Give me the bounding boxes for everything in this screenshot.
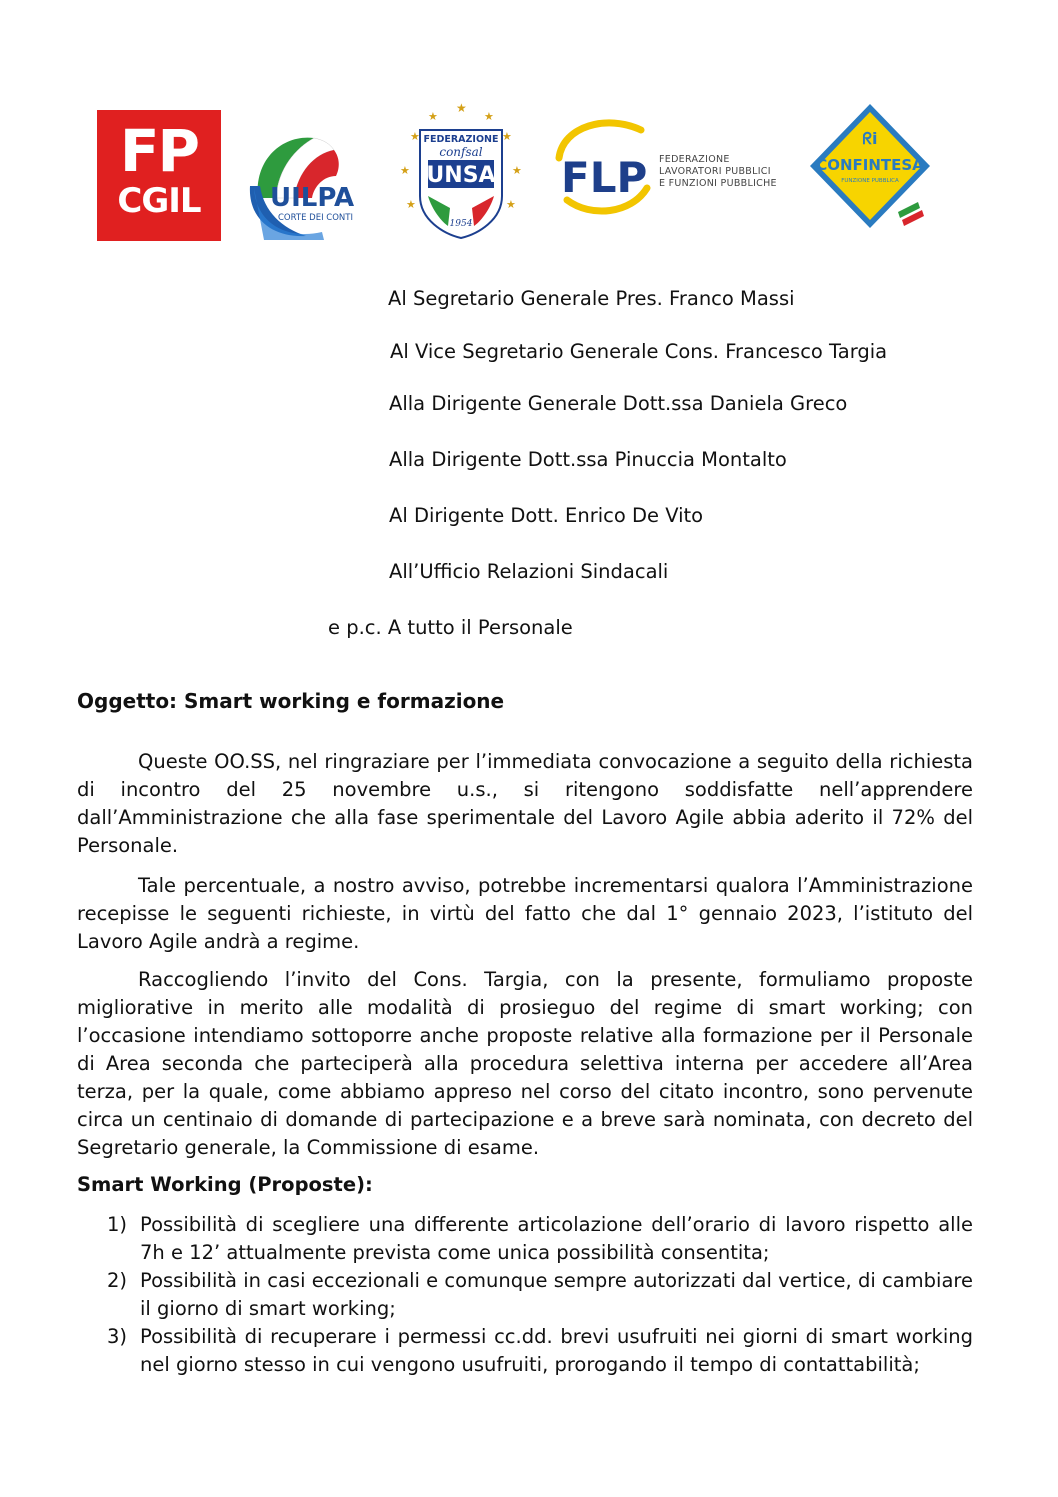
- fp-cgil-logo-line1: FP: [119, 117, 199, 185]
- confintesa-logo-name: CONFINTESA: [816, 156, 924, 174]
- unsa-logo-year: 1954: [449, 219, 473, 229]
- svg-text:★: ★: [484, 110, 494, 123]
- list-item: [77, 1323, 973, 1379]
- recipient-line: Al Vice Segretario Generale Cons. Francesco Targia: [390, 340, 888, 363]
- recipient-line: Alla Dirigente Dott.ssa Pinuccia Montalto: [389, 448, 787, 471]
- recipient-line: Al Segretario Generale Pres. Franco Massi: [388, 287, 795, 310]
- svg-text:★: ★: [456, 101, 467, 115]
- svg-text:★: ★: [506, 198, 516, 211]
- fp-cgil-logo-line2: CGIL: [117, 181, 201, 221]
- svg-text:★: ★: [410, 130, 420, 143]
- recipient-line: Alla Dirigente Generale Dott.ssa Daniela Greco: [389, 392, 848, 415]
- list-item-text: Possibilità in casi eccezionali e comunque sempre autorizzati dal vertice, di cambiare il giorno di smart working;: [140, 1269, 973, 1320]
- uilpa-logo: [244, 128, 370, 240]
- uilpa-logo-sub: CORTE DEI CONTI: [278, 213, 353, 223]
- body-paragraph: Tale percentuale, a nostro avviso, potrebbe incrementarsi qualora l’Amministrazione recepisse le seguenti richieste, in virtù del fatto che dal 1° gennaio 2023, l’istituto del Lavoro Agile andrà a regime.: [77, 874, 973, 953]
- unsa-logo: [398, 100, 524, 240]
- flp-logo-subtitle: [659, 154, 777, 190]
- fp-cgil-logo: [97, 110, 221, 241]
- recipient-line: Al Dirigente Dott. Enrico De Vito: [389, 504, 704, 527]
- list-item-text: Possibilità di recuperare i permessi cc.dd. brevi usufruiti nei giorni di smart working nel giorno stesso in cui vengono usufruiti, prorogando il tempo di contattabilità;: [140, 1325, 973, 1376]
- confintesa-logo-sub: FUNZIONE PUBBLICA: [841, 178, 899, 184]
- unsa-logo-script: confsal: [439, 145, 483, 159]
- body-paragraph: Queste OO.SS, nel ringraziare per l’immediata convocazione a seguito della richiesta di incontro del 25 novembre u.s., si ritengono soddisfatte nell’apprendere dall’Amministrazione che alla fase sperimentale del Lavoro Agile abbia aderito il 72% del Personale.: [77, 750, 973, 857]
- list-item: [77, 1211, 973, 1267]
- header-logos: [0, 0, 1058, 260]
- section-heading: Smart Working (Proposte):: [77, 1173, 373, 1196]
- flp-logo: [537, 96, 799, 236]
- svg-text:★: ★: [512, 164, 522, 177]
- recipient-line: All’Ufficio Relazioni Sindacali: [389, 560, 669, 583]
- flp-logo-name: FLP: [561, 153, 648, 202]
- confintesa-logo: [806, 100, 934, 240]
- flp-logo-sub1: FEDERAZIONE: [659, 154, 730, 165]
- svg-text:ᖇi: ᖇi: [862, 129, 878, 148]
- proposals-list: [77, 1211, 973, 1379]
- svg-text:★: ★: [502, 130, 512, 143]
- subject-heading: Oggetto: Smart working e formazione: [77, 689, 505, 713]
- body-paragraph: Raccogliendo l’invito del Cons. Targia, con la presente, formuliamo proposte migliorative in merito alle modalità di prosieguo del regime di smart working; con l’occasione intendiamo sottoporre anche proposte relative alla formazione per il Personale di Area seconda che parteciperà alla procedura selettiva interna per accedere all’Area terza, per la quale, come abbiamo appreso nel corso del citato incontro, sono pervenute circa un centinaio di domande di partecipazione e a breve sarà nominata, con decreto del Segretario generale, la Commissione di esame.: [77, 968, 973, 1159]
- list-item-number: 3): [107, 1325, 128, 1348]
- list-item-number: 2): [107, 1269, 128, 1292]
- cc-line: e p.c. A tutto il Personale: [328, 616, 573, 639]
- uilpa-logo-name: UILPA: [270, 183, 355, 213]
- svg-text:★: ★: [406, 198, 416, 211]
- list-item-number: 1): [107, 1213, 128, 1236]
- unsa-logo-name: UNSA: [426, 163, 496, 188]
- list-item: [77, 1267, 973, 1323]
- flp-logo-sub2: LAVORATORI PUBBLICI: [659, 166, 771, 177]
- list-item-text: Possibilità di scegliere una differente articolazione dell’orario di lavoro rispetto alle 7h e 12’ attualmente prevista come unica possibilità consentita;: [140, 1213, 973, 1264]
- flp-logo-sub3: E FUNZIONI PUBBLICHE: [659, 178, 777, 189]
- svg-text:★: ★: [400, 164, 410, 177]
- unsa-logo-top: FEDERAZIONE: [423, 134, 499, 145]
- svg-text:★: ★: [428, 110, 438, 123]
